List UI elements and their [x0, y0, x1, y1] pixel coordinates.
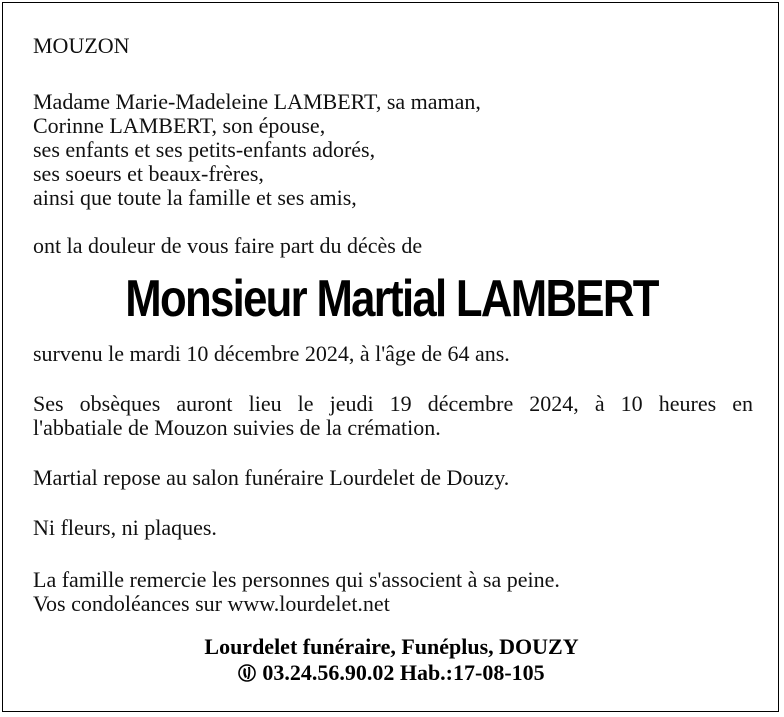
family-line: ses soeurs et beaux-frères,	[33, 161, 264, 186]
family-line: Corinne LAMBERT, son épouse,	[33, 113, 326, 138]
death-info: survenu le mardi 10 décembre 2024, à l'âge de 64 ans.	[33, 341, 510, 366]
funeral-details	[33, 392, 753, 440]
phone-icon	[238, 663, 256, 683]
flowers-note: Ni fleurs, ni plaques.	[33, 515, 217, 540]
funeral-line: l'abbatiale de Mouzon suivies de la crémation.	[33, 415, 441, 440]
location-heading: MOUZON	[33, 33, 130, 58]
contact-text: 03.24.56.90.02 Hab.:17-08-105	[262, 660, 545, 685]
funeral-home-contact	[3, 661, 780, 685]
funeral-home-name: Lourdelet funéraire, Funéplus, DOUZY	[204, 634, 579, 659]
funeral-line: Ses obsèques auront lieu le jeudi 19 décembre 2024, à 10 heures en	[33, 391, 753, 416]
family-line: ainsi que toute la famille et ses amis,	[33, 185, 357, 210]
family-list	[33, 90, 753, 210]
thanks-block	[33, 568, 753, 616]
condolences-line: Vos condoléances sur www.lourdelet.net	[33, 591, 390, 616]
obituary-notice	[2, 2, 779, 712]
thanks-line: La famille remercie les personnes qui s'associent à sa peine.	[33, 567, 560, 592]
announcement-text: ont la douleur de vous faire part du décès de	[33, 233, 423, 258]
viewing-info: Martial repose au salon funéraire Lourdelet de Douzy.	[33, 465, 510, 490]
family-line: ses enfants et ses petits-enfants adorés,	[33, 137, 376, 162]
deceased-name: Monsieur Martial LAMBERT	[125, 270, 658, 328]
family-line: Madame Marie-Madeleine LAMBERT, sa maman,	[33, 89, 481, 114]
